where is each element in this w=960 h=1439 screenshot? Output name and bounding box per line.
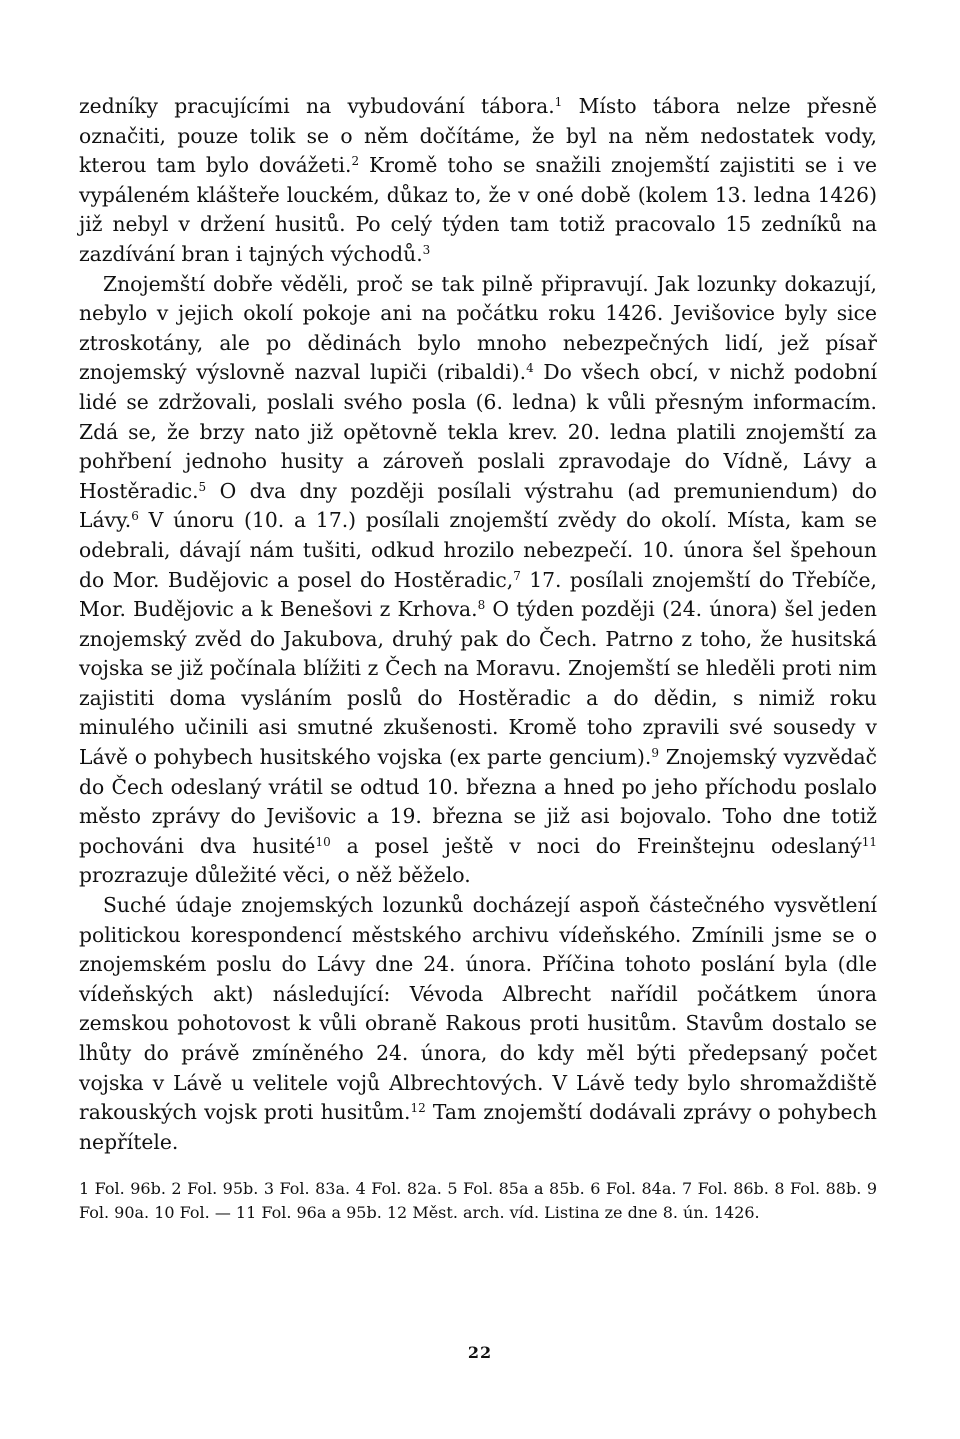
footnotes: 1 Fol. 96b. 2 Fol. 95b. 3 Fol. 83a. 4 Fol. 82a. 5 Fol. 85a a 85b. 6 Fol. 84a. 7 Fol. 86b. 8 Fol. 88b. 9 Fol. 90a. 10 Fol. — 11 Fol. 96a a 95b. 12 Měst. arch. víd. Listina ze dne 8. ún. 1426. xyxy=(79,1179,877,1223)
footnote-reference: 1 xyxy=(554,95,563,109)
paragraph xyxy=(79,270,877,891)
paragraph-text: zedníky pracujícími na vybudování tábora. xyxy=(79,94,555,118)
paragraph-text: Tam znojemští dodávali zprávy o pohybech nepřítele. xyxy=(79,1100,877,1154)
paragraph-text: Kromě toho se snažili znojemští zajistiti se i ve vypáleném klášteře louckém, důkaz to, že v oné době (kolem 13. ledna 1426) již nebyl v držení husitů. Po celý týden tam totiž pracovalo 15 zedníků na zazdívání bran i tajných východů. xyxy=(79,153,877,266)
footnote-reference: 10 xyxy=(315,834,331,849)
paragraph-text: Znojemský vyzvědač do Čech odeslaný vrátil se odtud 10. března a hned po jeho příchodu poslalo město zprávy do Jevišovic a 19. března se již asi bojovalo. Toho dne totiž pochováni dva husité xyxy=(79,745,877,858)
page-number: 22 xyxy=(467,1343,493,1362)
footnote-reference: 6 xyxy=(131,509,139,524)
footnote-reference: 5 xyxy=(198,479,207,494)
footnote-reference: 2 xyxy=(351,154,360,169)
footnote-reference: 8 xyxy=(477,598,486,613)
footnote-reference: 7 xyxy=(513,568,521,583)
paragraph-text: O dva dny později posílali výstrahu (ad premuniendum) do Lávy. xyxy=(79,478,877,533)
paragraph-text: Místo tábora nelze přesně označiti, pouze tolik se o něm dočítáme, že byl na něm nedostatek vody, kterou tam bylo dovážeti. xyxy=(79,94,878,178)
paragraph xyxy=(79,92,877,270)
footnote-reference: 12 xyxy=(410,1101,426,1116)
footnote-reference: 4 xyxy=(526,361,534,376)
paragraph-text: a posel ještě v noci do Freinštejnu odeslaný xyxy=(330,833,862,858)
paragraph-text: V únoru (10. a 17.) posílali znojemští zvědy do okolí. Místa, kam se odebrali, dávají nám tušiti, odkud hrozilo nebezpečí. 10. února šel špehoun do Mor. Budějovic a posel do Hostěradic, xyxy=(79,508,877,592)
paragraph-text: prozrazuje důležité věci, o něž běželo. xyxy=(79,863,471,888)
paragraph-text: Znojemští dobře věděli, proč se tak pilně připravují. Jak lozunky dokazují, nebylo v jejich okolí pokoje ani na počátku roku 1426. Jevišovice byly sice ztroskotány, ale po dědinách bylo mnoho nebezpečných lidí, jež písař znojemský výslovně nazval lupiči (ribaldi). xyxy=(79,271,877,385)
paragraph-text: Suché údaje znojemských lozunků docházejí aspoň částečného vysvětlení politickou korespondencí městského archivu vídeňského. Zmínili jsme se o znojemském poslu do Lávy dne 24. února. Příčina tohoto poslání byla (dle vídeňských akt) následující: Vévoda Albrecht nařídil počátkem února zemskou pohotovost k vůli obraně Rakous proti husitům. Stavům dostalo se lhůty do právě zmíněného 24. února, do kdy měl býti předepsaný počet vojska v Lávě u velitele vojů Albrechtových. V Lávě tedy bylo shromaždiště rakouských vojsk proti husitům. xyxy=(79,893,877,1125)
footnote-reference: 9 xyxy=(651,746,659,761)
page-content xyxy=(79,92,877,1225)
paragraph-text: O týden později (24. února) šel jeden znojemský zvěd do Jakubova, druhý pak do Čech. Patrno z toho, že husitská vojska se již počínala blížiti z Čech na Moravu. Znojemští se hleděli proti nim zajistiti doma vysláním poslů do Hostěradic a do dědin, s nimiž roku minulého učinili asi smutné zkušenosti. Kromě toho zpravili své sousedy v Lávě o pohybech husitského vojska (ex parte gencium). xyxy=(79,597,877,770)
body-text xyxy=(79,92,877,1157)
paragraph xyxy=(79,891,877,1157)
paragraph-text: Do všech obcí, v nichž podobní lidé se zdržovali, poslali svého posla (6. ledna) k vůli přesným informacím. Zdá se, že brzy nato již opětovně tekla krev. 20. ledna platili znojemští za pohřbení jednoho husity a zároveň poslali zpravodaje do Vídně, Lávy a Hostěradic. xyxy=(79,360,877,503)
paragraph-text: 17. posílali znojemští do Třebíče, Mor. Budějovic a k Benešovi z Krhova. xyxy=(79,567,877,622)
footnote-reference: 3 xyxy=(422,242,431,257)
footnote-reference: 11 xyxy=(861,834,877,849)
